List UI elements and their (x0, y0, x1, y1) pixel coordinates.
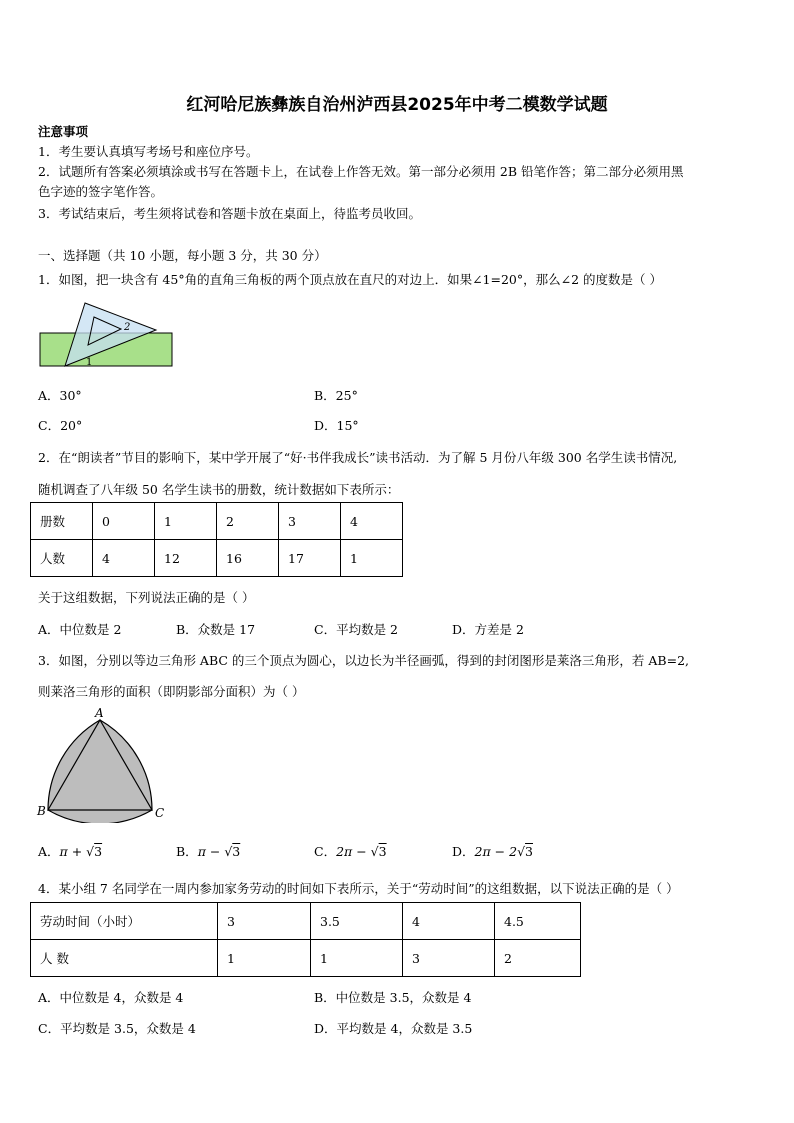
q2-option-b[interactable]: B．众数是 17 (176, 622, 256, 637)
table-cell: 4.5 (495, 903, 581, 940)
table-cell: 1 (341, 540, 403, 577)
notice-item: 2．试题所有答案必须填涂或书写在答题卡上，在试卷上作答无效。第一部分必须用 2B 铅笔作答；第二部分必须用黑 (38, 164, 684, 179)
sqrt-icon: √ (224, 844, 233, 859)
q1-option-a[interactable]: A．30° (38, 388, 82, 403)
table-cell: 1 (218, 940, 311, 977)
q4-option-c[interactable]: C．平均数是 3.5，众数是 4 (38, 1021, 196, 1036)
vertex-b-label: B (37, 804, 46, 818)
table-cell: 2 (217, 503, 279, 540)
sqrt-icon: √ (370, 844, 379, 859)
q1-option-b[interactable]: B．25° (314, 388, 358, 403)
vertex-a-label: A (95, 706, 104, 720)
option-expression: π − (197, 844, 225, 859)
table-row (31, 903, 581, 940)
vertex-c-label: C (155, 806, 165, 820)
table-cell: 1 (311, 940, 403, 977)
reuleaux-shape (48, 720, 152, 823)
q2-option-c[interactable]: C．平均数是 2 (314, 622, 398, 637)
notice-item: 色字迹的签字笔作答。 (38, 184, 164, 199)
option-letter: B． (176, 844, 198, 859)
q2-option-a[interactable]: A．中位数是 2 (38, 622, 122, 637)
table-cell: 2 (495, 940, 581, 977)
table-cell: 人 数 (31, 940, 218, 977)
q4-option-d[interactable]: D．平均数是 4，众数是 3.5 (314, 1021, 473, 1036)
question-1-stem: 1．如图，把一块含有 45°角的直角三角板的两个顶点放在直尺的对边上．如果∠1=20°，那么∠2 的度数是（ ） (38, 272, 663, 287)
option-letter: D． (452, 844, 475, 859)
option-expression: 2π − (336, 844, 371, 859)
q3-option-c[interactable] (314, 842, 387, 860)
table-cell: 4 (341, 503, 403, 540)
table-cell: 16 (217, 540, 279, 577)
table-cell: 17 (279, 540, 341, 577)
section-heading: 一、选择题（共 10 小题，每小题 3 分，共 30 分） (38, 248, 327, 263)
question-3-stem: 3．如图，分别以等边三角形 ABC 的三个顶点为圆心，以边长为半径画弧，得到的封闭图形是莱洛三角形，若 AB=2, (38, 653, 689, 668)
table-cell: 0 (93, 503, 155, 540)
option-expression: π + (59, 844, 87, 859)
angle-2-label: 2 (124, 322, 131, 333)
notice-item: 3．考试结束后，考生须将试卷和答题卡放在桌面上，待监考员收回。 (38, 206, 421, 221)
sqrt-icon: √ (86, 844, 95, 859)
q4-option-b[interactable]: B．中位数是 3.5，众数是 4 (314, 990, 472, 1005)
q4-option-a[interactable]: A．中位数是 4，众数是 4 (38, 990, 184, 1005)
question-2-prompt: 关于这组数据，下列说法正确的是（ ） (38, 590, 255, 605)
sqrt-icon: √ (517, 844, 526, 859)
ruler-triangle-figure (38, 300, 178, 372)
option-letter: C． (314, 844, 337, 859)
question-2-stem: 随机调查了八年级 50 名学生读书的册数，统计数据如下表所示： (38, 482, 400, 497)
radicand: 3 (378, 844, 387, 859)
radicand: 3 (232, 844, 241, 859)
radicand: 3 (94, 844, 103, 859)
table-row (31, 940, 581, 977)
table-cell: 3 (218, 903, 311, 940)
table-cell: 1 (155, 503, 217, 540)
q3-option-d[interactable] (452, 842, 533, 860)
q3-option-a[interactable] (38, 842, 102, 860)
table-cell: 3.5 (311, 903, 403, 940)
notice-heading: 注意事项 (38, 124, 89, 139)
option-letter: A． (38, 844, 60, 859)
reuleaux-triangle-figure (34, 705, 174, 823)
radicand: 3 (525, 844, 533, 859)
table-cell: 3 (403, 940, 495, 977)
q1-option-c[interactable]: C．20° (38, 418, 83, 433)
table-cell: 4 (93, 540, 155, 577)
q2-option-d[interactable]: D．方差是 2 (452, 622, 524, 637)
page-title: 红河哈尼族彝族自治州泸西县2025年中考二模数学试题 (186, 95, 608, 115)
question-2-stem: 2．在“朗读者”节目的影响下，某中学开展了“好·书伴我成长”读书活动．为了解 5 月份八年级 300 名学生读书情况, (38, 450, 678, 465)
q1-option-d[interactable]: D．15° (314, 418, 359, 433)
table-cell: 劳动时间（小时） (31, 903, 218, 940)
table-row (31, 540, 403, 577)
option-expression: 2π − 2 (474, 844, 518, 859)
table-cell: 3 (279, 503, 341, 540)
question-4-stem: 4．某小组 7 名同学在一周内参加家务劳动的时间如下表所示，关于“劳动时间”的这组数据，以下说法正确的是（ ） (38, 881, 679, 896)
books-table (30, 502, 403, 577)
question-3-stem: 则莱洛三角形的面积（即阴影部分面积）为（ ） (38, 684, 305, 699)
table-cell: 册数 (31, 503, 93, 540)
q3-option-b[interactable] (176, 842, 240, 860)
angle-1-label: 1 (86, 357, 93, 368)
labor-time-table (30, 902, 581, 977)
table-cell: 人数 (31, 540, 93, 577)
table-cell: 12 (155, 540, 217, 577)
notice-item: 1．考生要认真填写考场号和座位序号。 (38, 144, 259, 159)
table-cell: 4 (403, 903, 495, 940)
table-row (31, 503, 403, 540)
